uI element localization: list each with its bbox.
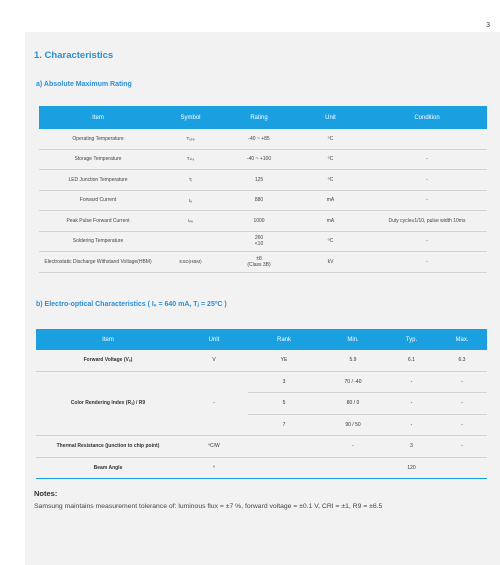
cell-condition: - bbox=[367, 149, 487, 170]
cell-min: 90 / 50 bbox=[320, 414, 386, 436]
cell-rating: -40 ~ +85 bbox=[224, 129, 294, 149]
absolute-max-rating-title: a) Absolute Maximum Rating bbox=[36, 81, 132, 88]
cell-unit: ºC bbox=[294, 129, 367, 149]
header-unit: Unit bbox=[180, 329, 248, 350]
electro-optical-title: b) Electro-optical Characteristics ( Iₑ = 640 mA, Tⱼ = 25ºC ) bbox=[36, 301, 227, 308]
cell-typ: 3 bbox=[386, 436, 437, 458]
cell-item: Operating Temperature bbox=[39, 129, 157, 149]
cell-rank: YE bbox=[248, 350, 320, 371]
cell-min: - bbox=[320, 436, 386, 458]
cell-max: - bbox=[437, 371, 487, 393]
electro-optical-table bbox=[36, 329, 487, 479]
cell-rank bbox=[248, 457, 320, 479]
cell-max: 6.3 bbox=[437, 350, 487, 371]
table-row bbox=[39, 170, 487, 191]
rating-line-1: 260 bbox=[254, 235, 264, 242]
cell-min bbox=[320, 457, 386, 479]
cell-rating bbox=[224, 252, 294, 273]
cell-unit: mA bbox=[294, 211, 367, 232]
cell-typ: 120 bbox=[386, 457, 437, 479]
cell-rating: -40 ~ +100 bbox=[224, 149, 294, 170]
cell-item: Peak Pulse Forward Current bbox=[39, 211, 157, 232]
cell-item: Forward Voltage (Vₑ) bbox=[36, 350, 180, 371]
cell-condition: - bbox=[367, 252, 487, 273]
cell-item: Color Rendering Index (Rₐ) / R9 bbox=[36, 371, 180, 436]
table-row bbox=[39, 231, 487, 252]
cell-item: Forward Current bbox=[39, 190, 157, 211]
cell-rating: 880 bbox=[224, 190, 294, 211]
cell-typ: 6.1 bbox=[386, 350, 437, 371]
cell-rating: 1000 bbox=[224, 211, 294, 232]
cell-typ: - bbox=[386, 393, 437, 415]
table-row bbox=[39, 129, 487, 149]
cell-item: Thermal Resistance (junction to chip point) bbox=[36, 436, 180, 458]
cell-min: 5.9 bbox=[320, 350, 386, 371]
cell-max bbox=[437, 457, 487, 479]
cell-symbol: Tⱼ bbox=[157, 170, 224, 191]
table-row bbox=[36, 350, 487, 371]
table-row bbox=[39, 252, 487, 273]
cell-condition: - bbox=[367, 190, 487, 211]
cell-item: Storage Temperature bbox=[39, 149, 157, 170]
header-max: Max. bbox=[437, 329, 487, 350]
cell-unit: V bbox=[180, 350, 248, 371]
cell-symbol bbox=[157, 231, 224, 252]
header-min: Min. bbox=[320, 329, 386, 350]
cell-symbol: ESD(HBM) bbox=[157, 252, 224, 273]
notes-text: Samsung maintains measurement tolerance of: luminous flux = ±7 %, forward voltage = ±0.1 V, CRI = ±1, R9 = ±6.5 bbox=[34, 503, 383, 510]
cell-symbol: Tₛₜ₉ bbox=[157, 149, 224, 170]
header-condition: Condition bbox=[367, 106, 487, 129]
cell-rank: 3 bbox=[248, 371, 320, 393]
cell-condition: Duty cycle≤1/10, pulse width 10ms bbox=[367, 211, 487, 232]
table-row bbox=[36, 371, 487, 393]
table-header-row bbox=[36, 329, 487, 350]
page-number: 3 bbox=[486, 22, 490, 29]
cell-condition bbox=[367, 129, 487, 149]
rating-line-1: ±8 bbox=[256, 255, 262, 262]
cell-unit: mA bbox=[294, 190, 367, 211]
cell-item: LED Junction Temperature bbox=[39, 170, 157, 191]
cell-typ: - bbox=[386, 371, 437, 393]
header-symbol: Symbol bbox=[157, 106, 224, 129]
notes-title: Notes: bbox=[34, 489, 58, 498]
cell-symbol: Iₚₑ bbox=[157, 211, 224, 232]
cell-item: Electrostatic Discharge Withstand Voltage(HBM) bbox=[39, 252, 157, 273]
document-sheet bbox=[25, 32, 500, 565]
table-row bbox=[39, 149, 487, 170]
cell-unit: ºC bbox=[294, 170, 367, 191]
cell-typ: - bbox=[386, 414, 437, 436]
table-row bbox=[36, 436, 487, 458]
rating-line-2: <10 bbox=[254, 241, 264, 248]
cell-item: Soldering Temperature bbox=[39, 231, 157, 252]
cell-symbol: Tₒₚₑ bbox=[157, 129, 224, 149]
cell-min: 80 / 0 bbox=[320, 393, 386, 415]
header-item: Item bbox=[39, 106, 157, 129]
table-row bbox=[36, 457, 487, 479]
cell-condition: - bbox=[367, 231, 487, 252]
cell-symbol: Iₑ bbox=[157, 190, 224, 211]
table-row bbox=[39, 190, 487, 211]
cell-item: Beam Angle bbox=[36, 457, 180, 479]
cell-unit: ºC bbox=[294, 149, 367, 170]
cell-rank bbox=[248, 436, 320, 458]
header-typ: Typ. bbox=[386, 329, 437, 350]
cell-min: 70 / -40 bbox=[320, 371, 386, 393]
cell-condition: - bbox=[367, 170, 487, 191]
cell-rating bbox=[224, 231, 294, 252]
table-row bbox=[39, 211, 487, 232]
table-header-row bbox=[39, 106, 487, 129]
rating-line-2: (Class 3B) bbox=[247, 261, 271, 268]
cell-rating: 125 bbox=[224, 170, 294, 191]
cell-max: - bbox=[437, 393, 487, 415]
cell-max: - bbox=[437, 414, 487, 436]
cell-unit: ºC bbox=[294, 231, 367, 252]
header-unit: Unit bbox=[294, 106, 367, 129]
absolute-max-rating-table bbox=[39, 106, 487, 273]
cell-rank: 5 bbox=[248, 393, 320, 415]
cell-max: - bbox=[437, 436, 487, 458]
cell-rank: 7 bbox=[248, 414, 320, 436]
cell-unit: º bbox=[180, 457, 248, 479]
header-rank: Rank bbox=[248, 329, 320, 350]
cell-unit: kV bbox=[294, 252, 367, 273]
section-title: 1. Characteristics bbox=[34, 50, 114, 61]
cell-unit: ºC/W bbox=[180, 436, 248, 458]
header-rating: Rating bbox=[224, 106, 294, 129]
cell-unit: - bbox=[180, 371, 248, 436]
header-item: Item bbox=[36, 329, 180, 350]
